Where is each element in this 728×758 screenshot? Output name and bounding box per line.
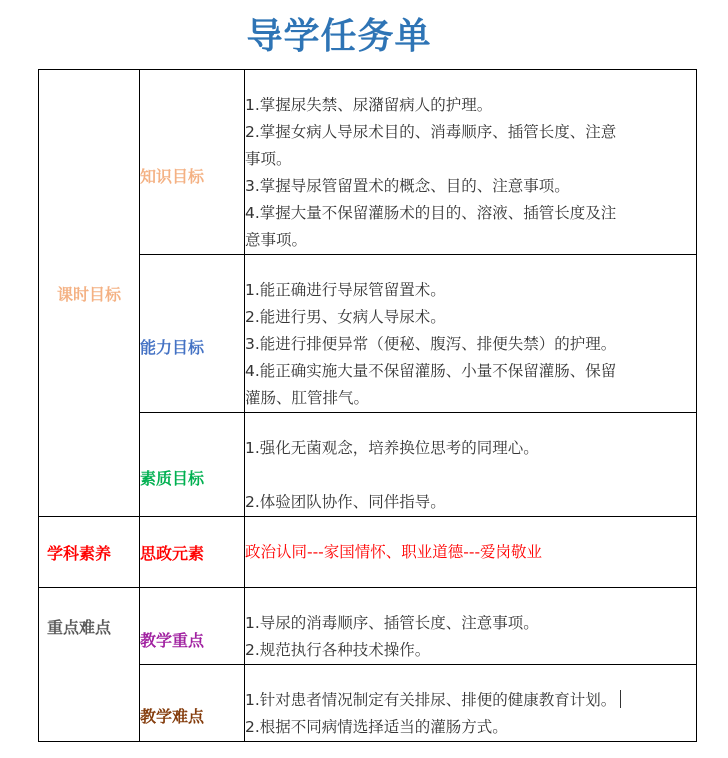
page-title: 导学任务单 — [246, 16, 432, 57]
teaching-key-label: 教学重点 — [140, 588, 245, 665]
ideology-element-content: 政治认同---家国情怀、职业道德---爱岗敬业 — [245, 517, 697, 588]
spacer — [245, 462, 696, 489]
text-line: 3.掌握导尿管留置术的概念、目的、注意事项。 — [245, 177, 570, 195]
key-points-category — [39, 588, 140, 742]
text-line: 灌肠、肛管排气。 — [245, 389, 370, 407]
text-line: 4.掌握大量不保留灌肠术的目的、溶液、插管长度及注 — [245, 204, 617, 222]
teaching-difficulty-label: 教学难点 — [140, 665, 245, 742]
quality-goal-content — [245, 413, 697, 517]
discipline-label: 学科素养 — [47, 543, 112, 563]
text-line: 1.强化无菌观念，培养换位思考的同理心。 — [245, 439, 539, 457]
text-line: 2.体验团队协作、同伴指导。 — [245, 493, 446, 511]
text-line: 2.能进行男、女病人导尿术。 — [245, 308, 446, 326]
quality-goal-label: 素质目标 — [140, 413, 245, 517]
teaching-difficulty-content — [245, 665, 697, 742]
text-line: 1.能正确进行导尿管留置术。 — [245, 281, 446, 299]
knowledge-goal-label: 知识目标 — [140, 70, 245, 255]
text-line: 意事项。 — [245, 231, 308, 249]
ability-goal-label: 能力目标 — [140, 255, 245, 413]
table-row — [39, 70, 697, 255]
text-line: 2.掌握女病人导尿术目的、消毒顺序、插管长度、注意 — [245, 123, 617, 141]
text-line: 1.针对患者情况制定有关排尿、排便的健康教育计划。 — [245, 687, 696, 714]
ideology-element-label: 思政元素 — [140, 517, 245, 588]
ability-goal-content — [245, 255, 697, 413]
text-line: 2.根据不同病情选择适当的灌肠方式。 — [245, 717, 508, 736]
text-cursor — [620, 690, 621, 708]
course-goal-label: 课时目标 — [56, 284, 121, 304]
text-line: 4.能正确实施大量不保留灌肠、小量不保留灌肠、保留 — [245, 362, 617, 380]
text-line: 1.掌握尿失禁、尿潴留病人的护理。 — [245, 96, 493, 114]
table-row — [39, 588, 697, 665]
discipline-category — [39, 517, 140, 588]
course-goal-category — [39, 70, 140, 517]
text-line: 1.导尿的消毒顺序、插管长度、注意事项。 — [245, 614, 539, 632]
knowledge-goal-content — [245, 70, 697, 255]
task-table — [38, 69, 697, 742]
text-line: 2.规范执行各种技术操作。 — [245, 641, 431, 659]
teaching-key-content — [245, 588, 697, 665]
text-line: 3.能进行排便异常（便秘、腹泻、排便失禁）的护理。 — [245, 335, 617, 353]
key-points-label: 重点难点 — [47, 618, 112, 637]
table-row — [39, 517, 697, 588]
text-line: 事项。 — [245, 150, 292, 168]
